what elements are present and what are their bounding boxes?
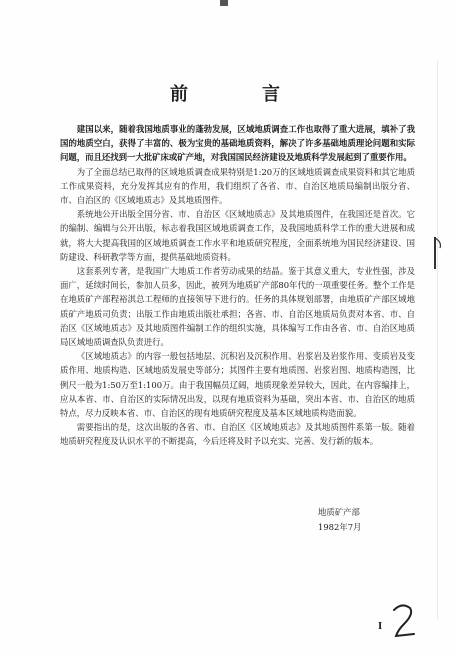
page-title: 前 言: [170, 84, 308, 105]
page-number: I: [378, 622, 383, 632]
binding-mark: [220, 0, 228, 6]
signature-organization: 地质矿产部: [318, 507, 360, 517]
page-edge-shadow: [437, 60, 438, 620]
paragraph-3: 系统地公开出版全国分省、市、自治区《区域地质志》及其地质图件，在我国还是首次。它的编制、编辑与公开出版，标志着我国区域地质调查工作，及我国地质科学工作的重大进展和成就，将大大提高我国的区域地质调查工作水平和地质研究程度，全面系统地为国民经济建设、国防建设、科研教学等方面，提供基础地质资料。: [60, 209, 415, 262]
paragraph-1: 建国以来，随着我国地质事业的蓬勃发展，区域地质调查工作也取得了重大进展，填补了我国的地质空白，获得了丰富的、极为宝贵的基础地质资料，解决了许多基础地质理论问题和实际问题，而且还找到一大批矿床或矿产地，对我国国民经济建设及地质科学发展起到了重要作用。: [60, 124, 415, 163]
handwritten-number-mark: [388, 600, 418, 640]
preface-body: [60, 122, 415, 449]
signature-date: 1982年7月: [318, 521, 362, 532]
paragraph-4: 这套系列专著，是我国广大地质工作者劳动成果的结晶。鉴于其意义重大，专业性强，涉及面广，延续时间长，参加人员多，因此，被列为地质矿产部80年代的一项重要任务。整个工作是在地质矿产部程裕淇总工程师的直接领导下进行的。任务的具体规划部署，由地质矿产部区域地质矿产地质司负责；出版工作由地质出版社承担；各省、市、自治区地质局负责对本省、市、自治区《区域地质志》及其地质图件编制工作的组织实施，具体编写工作由各省、市、自治区地质局区域地质调查队负责进行。: [60, 266, 415, 348]
paragraph-6: 需要指出的是，这次出版的各省、市、自治区《区域地质志》及其地质图件系第一版。随着地质研究程度及认识水平的不断提高，今后还将及时予以充实、完善、发行新的版本。: [60, 422, 415, 447]
signature-block: [318, 505, 361, 534]
margin-bracket-mark: [432, 236, 444, 270]
paragraph-5: 《区域地质志》的内容一般包括地层、沉积岩及沉积作用、岩浆岩及岩浆作用、变质岩及变质作用、地质构造、区域地质发展史等部分；其图件主要有地质图、岩浆岩图、地质构造图，比例尺一般为1:50万至1:100万。由于我国幅员辽阔，地质现象差异较大，因此，在内容编排上，应从本省、市、自治区的实际情况出发，以现有地质资料为基础，突出本省、市、自治区的地质特点，尽力反映本省、市、自治区的现有地质研究程度及基本区域地质构造面貌。: [60, 351, 415, 419]
paragraph-2: 为了全面总结已取得的区域地质调查成果特别是1:20万的区域地质调查成果资料和其它地质工作成果资料，充分发挥其应有的作用，我们组织了各省、市、自治区地质局编制出版分省、市、自治区的《区域地质志》及其地质图件。: [60, 166, 415, 206]
